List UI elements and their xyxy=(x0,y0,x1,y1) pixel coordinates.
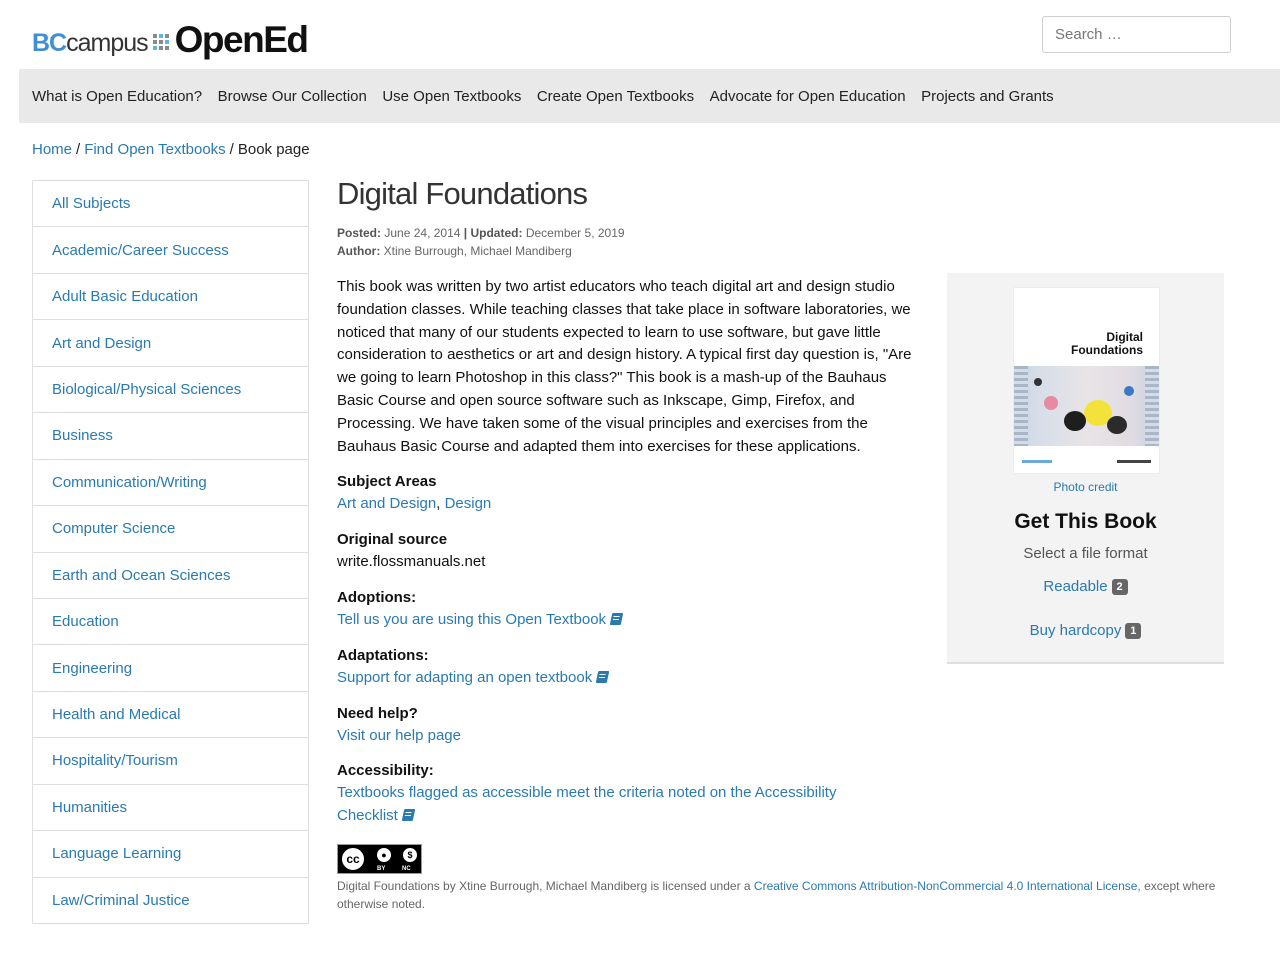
adoptions-link[interactable]: Tell us you are using this Open Textbook xyxy=(337,610,607,628)
posted-date: June 24, 2014 xyxy=(384,226,461,240)
get-this-book-panel xyxy=(947,273,1224,664)
subject-link-design[interactable]: Design xyxy=(444,495,492,513)
book-icon xyxy=(596,671,610,683)
accessibility-link[interactable]: Textbooks flagged as accessible meet the criteria noted on the Accessibility Checklist xyxy=(337,784,837,825)
hardcopy-count-badge: 1 xyxy=(1125,623,1141,639)
license-statement xyxy=(337,877,1217,913)
book-meta: Posted: June 24, 2014 | Updated: December 5, 2019 Author: Xtine Burrough, Michael Mandiberg xyxy=(337,226,625,258)
cc-by-label: BY xyxy=(377,865,386,872)
subject-areas-heading: Subject Areas xyxy=(337,473,437,491)
readable-label: Readable xyxy=(1043,578,1108,595)
sidebar-item-health-medical[interactable]: Health and Medical xyxy=(33,692,308,738)
subject-sidebar xyxy=(32,180,309,924)
sidebar-item-language[interactable]: Language Learning xyxy=(33,831,308,877)
sidebar-item-education[interactable]: Education xyxy=(33,599,308,645)
page-title: Digital Foundations xyxy=(337,176,588,211)
book-description: This book was written by two artist educators who teach digital art and design studio foundation classes. While teaching classes that take place in software laboratories, we noticed that many of our students expected to learn to use software, but gave little consideration to aesthetics or art and design history. A typical first day question is, "Are we going to learn Photoshop in this class?" This book is a mash-up of the Bauhaus Basic Course and open source software such as Inkscape, Gimp, Firefox, and Processing. We have taken some of the visual principles and exercises from the Bauhaus Basic Course and adapted them into exercises for these applications. xyxy=(337,278,912,455)
author-label: Author: xyxy=(337,244,381,258)
author-names: Xtine Burrough, Michael Mandiberg xyxy=(383,244,572,258)
original-source-heading: Original source xyxy=(337,531,448,549)
book-icon xyxy=(610,613,624,625)
adaptations-link[interactable]: Support for adapting an open textbook xyxy=(337,668,593,686)
license-link[interactable]: Creative Commons Attribution-NonCommercial 4.0 International License xyxy=(753,878,1138,893)
logo-campus: campus xyxy=(66,29,148,57)
sidebar-item-engineering[interactable]: Engineering xyxy=(33,645,308,691)
help-link[interactable]: Visit our help page xyxy=(337,726,461,744)
adaptations-heading: Adaptations: xyxy=(337,646,429,664)
sidebar-item-communication[interactable]: Communication/Writing xyxy=(33,460,308,506)
cover-title xyxy=(1071,331,1143,357)
sidebar-item-humanities[interactable]: Humanities xyxy=(33,785,308,831)
nav-item-browse-collection[interactable]: Browse Our Collection xyxy=(217,87,367,105)
breadcrumb xyxy=(32,141,310,158)
logo-bc: BC xyxy=(32,29,67,57)
updated-date: December 5, 2019 xyxy=(525,226,625,240)
subject-link-art-design[interactable]: Art and Design xyxy=(337,495,437,513)
readable-link[interactable] xyxy=(947,578,1224,595)
book-icon xyxy=(402,809,416,821)
cc-license-badge[interactable] xyxy=(337,844,422,874)
buy-hardcopy-link[interactable] xyxy=(947,622,1224,639)
accessibility-section xyxy=(337,760,927,828)
main-nav xyxy=(19,69,1280,123)
adaptations-section xyxy=(337,645,927,690)
sidebar-item-art-design[interactable]: Art and Design xyxy=(33,320,308,366)
book-cover[interactable] xyxy=(1014,288,1159,473)
sidebar-item-computer-science[interactable]: Computer Science xyxy=(33,506,308,552)
readable-count-badge: 2 xyxy=(1112,579,1128,595)
adoptions-section xyxy=(337,587,927,632)
breadcrumb-find-textbooks[interactable]: Find Open Textbooks xyxy=(84,141,226,158)
adoptions-heading: Adoptions: xyxy=(337,588,417,606)
cover-artwork xyxy=(1014,366,1159,446)
person-icon: ● xyxy=(376,847,392,863)
logo-opened: OpenEd xyxy=(174,19,308,60)
sidebar-item-law[interactable]: Law/Criminal Justice xyxy=(33,878,308,924)
search-input[interactable] xyxy=(1042,16,1231,53)
license-text-post: , except where otherwise noted. xyxy=(337,878,1216,911)
sidebar-item-hospitality[interactable]: Hospitality/Tourism xyxy=(33,738,308,784)
original-source-section xyxy=(337,529,927,574)
get-this-book-title: Get This Book xyxy=(1014,510,1157,533)
nav-item-create-open-textbooks[interactable]: Create Open Textbooks xyxy=(536,87,695,105)
breadcrumb-home[interactable]: Home xyxy=(32,141,73,158)
hardcopy-label: Buy hardcopy xyxy=(1029,622,1122,639)
logo-dots-icon xyxy=(153,34,169,50)
site-header xyxy=(0,0,1280,69)
sidebar-item-business[interactable]: Business xyxy=(33,413,308,459)
nav-item-projects-grants[interactable]: Projects and Grants xyxy=(921,87,1054,105)
subject-separator: , xyxy=(436,495,441,513)
posted-label: Posted: xyxy=(337,226,382,240)
nav-item-use-open-textbooks[interactable]: Use Open Textbooks xyxy=(382,87,522,105)
help-heading: Need help? xyxy=(337,704,418,722)
cover-title-line1: Digital xyxy=(1106,330,1143,344)
cover-footer xyxy=(1022,460,1151,465)
noncommercial-icon: $ xyxy=(402,847,418,863)
get-this-book-subtitle: Select a file format xyxy=(1023,545,1148,562)
license-text-pre: Digital Foundations by Xtine Burrough, Michael Mandiberg is licensed under a xyxy=(337,878,754,893)
sidebar-item-all-subjects[interactable]: All Subjects xyxy=(33,181,308,227)
nav-item-what-is-open-education[interactable]: What is Open Education? xyxy=(32,87,203,105)
nav-item-advocate[interactable]: Advocate for Open Education xyxy=(709,87,906,105)
sidebar-item-bio-physical[interactable]: Biological/Physical Sciences xyxy=(33,367,308,413)
sidebar-item-adult-basic[interactable]: Adult Basic Education xyxy=(33,274,308,320)
cc-icon: cc xyxy=(340,846,366,872)
subject-areas-section xyxy=(337,471,927,516)
breadcrumb-current: Book page xyxy=(237,141,310,158)
site-logo[interactable] xyxy=(32,18,308,58)
help-section xyxy=(337,703,927,748)
cover-title-line2: Foundations xyxy=(1071,343,1143,357)
original-source-value: write.flossmanuals.net xyxy=(337,553,486,571)
breadcrumb-separator: / xyxy=(229,141,234,158)
sidebar-item-academic-career[interactable]: Academic/Career Success xyxy=(33,227,308,273)
updated-label: Updated: xyxy=(470,226,523,240)
breadcrumb-separator: / xyxy=(76,141,81,158)
accessibility-heading: Accessibility: xyxy=(337,762,434,780)
cc-nc-label: NC xyxy=(402,865,411,872)
sidebar-item-earth-ocean[interactable]: Earth and Ocean Sciences xyxy=(33,553,308,599)
photo-credit-link[interactable]: Photo credit xyxy=(1053,480,1118,494)
